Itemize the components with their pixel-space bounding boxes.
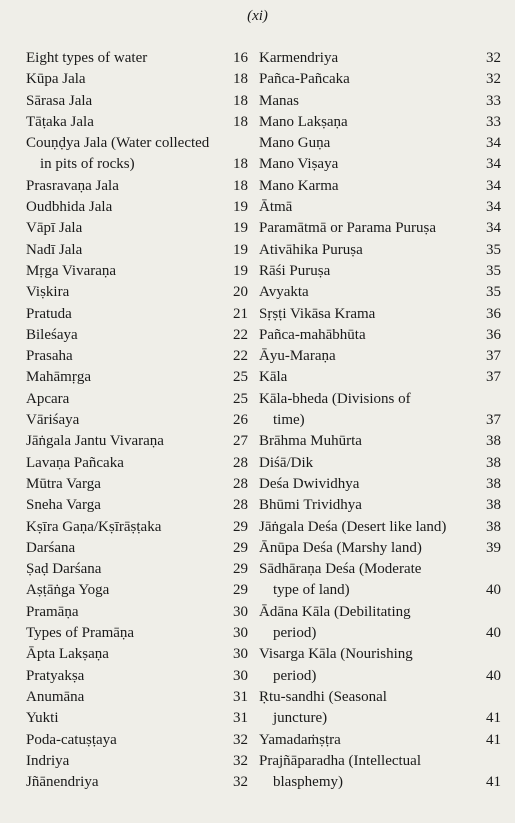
toc-entry-page: 28	[233, 475, 248, 492]
toc-entry-title	[259, 538, 477, 559]
toc-entry-title-line: Prajñāparadha (Intellectual	[259, 752, 421, 769]
toc-entry-page: 40	[486, 582, 501, 599]
toc-entry-title-line: Yukti	[26, 710, 59, 727]
toc-entry-title-line: Mṛga Vivaraṇa	[26, 262, 117, 279]
toc-entry	[259, 687, 501, 730]
toc-entry	[259, 154, 501, 175]
toc-entry	[259, 474, 501, 495]
toc-entry	[259, 538, 501, 559]
toc-entry-title	[26, 474, 226, 495]
toc-entry	[259, 602, 501, 645]
toc-entry-title-line: Bileśaya	[26, 326, 78, 343]
toc-entry-title	[259, 91, 477, 112]
toc-entry-title	[26, 304, 226, 325]
toc-entry-title-continuation: blasphemy)	[273, 774, 343, 791]
toc-entry-title	[259, 431, 477, 452]
toc-entry-page: 36	[486, 305, 501, 322]
toc-entry	[259, 346, 501, 367]
toc-entry-title-line: Deśa Dwividhya	[259, 475, 360, 492]
toc-entry-page: 22	[233, 348, 248, 365]
toc-entry-page: 40	[486, 625, 501, 642]
toc-entry	[259, 240, 501, 261]
toc-entry	[26, 580, 248, 601]
toc-entry-title	[26, 69, 226, 90]
toc-entry	[26, 410, 248, 431]
toc-entry	[259, 325, 501, 346]
toc-entry-page: 25	[233, 369, 248, 386]
toc-entry-title-line: Manas	[259, 92, 299, 109]
toc-entry-page: 31	[233, 710, 248, 727]
toc-entry	[26, 559, 248, 580]
toc-entry-title-line: Mano Guṇa	[259, 135, 331, 152]
toc-entry-title-line: Avyakta	[259, 284, 309, 301]
toc-entry-page: 38	[486, 454, 501, 471]
toc-entry-page: 35	[486, 262, 501, 279]
toc-entry-title	[259, 282, 477, 303]
toc-entry-page: 30	[233, 625, 248, 642]
toc-entry-title-line: Paramātmā or Parama Puruṣa	[259, 220, 437, 237]
toc-entry	[26, 495, 248, 516]
toc-entry-title-line: Pratyakṣa	[26, 667, 85, 684]
toc-entry-page: 32	[233, 774, 248, 791]
toc-entry-title-line: Oudbhida Jala	[26, 199, 113, 216]
toc-entry-page: 21	[233, 305, 248, 322]
toc-entry	[259, 48, 501, 69]
toc-entry-title-continuation: type of land)	[273, 582, 350, 599]
toc-entry-title	[259, 367, 477, 388]
toc-entry-title-line: Yamadaṁṣṭra	[259, 731, 341, 748]
toc-entry-title-line: Eight types of water	[26, 50, 148, 66]
toc-entry-title	[26, 751, 226, 772]
toc-entry-title-line: Tāṭaka Jala	[26, 113, 94, 130]
toc-entry-title	[259, 240, 477, 261]
toc-entry-title	[26, 91, 226, 112]
toc-entry-title	[259, 325, 477, 346]
toc-entry	[259, 431, 501, 452]
toc-entry-page: 34	[486, 177, 501, 194]
toc-entry-title-continuation: time)	[273, 412, 305, 429]
toc-entry	[259, 91, 501, 112]
toc-entry-page: 25	[233, 390, 248, 407]
toc-entry-page: 19	[233, 199, 248, 216]
toc-entry-title	[259, 69, 477, 90]
toc-entry-title-line: Jāṅgala Deśa (Desert like land)	[259, 518, 447, 535]
toc-entry-title	[26, 112, 226, 133]
toc-entry-title-line: Kūpa Jala	[26, 71, 86, 88]
toc-entry-title-line: Aṣṭāṅga Yoga	[26, 582, 110, 599]
toc-entry-title	[259, 751, 477, 794]
toc-entry-title-line: Mahāmṛga	[26, 369, 91, 386]
toc-entry	[26, 644, 248, 665]
toc-entry-page: 30	[233, 646, 248, 663]
toc-entry-page: 28	[233, 497, 248, 514]
toc-entry-title-line: Pañca-mahābhūta	[259, 326, 366, 343]
toc-entry-page: 29	[233, 561, 248, 578]
toc-entry-title	[26, 623, 226, 644]
toc-entry-title	[259, 644, 477, 687]
toc-entry-title	[259, 304, 477, 325]
toc-entry-page: 20	[233, 284, 248, 301]
page-number: (xi)	[247, 8, 268, 24]
toc-entry-page: 41	[486, 731, 501, 748]
toc-entry-page: 39	[486, 539, 501, 556]
toc-entry-page: 28	[233, 454, 248, 471]
toc-entry-title	[259, 389, 477, 432]
toc-entry-title	[259, 517, 477, 538]
toc-entry-page: 18	[233, 71, 248, 88]
toc-entry-title-line: Ṣaḍ Darśana	[26, 561, 102, 578]
toc-entry-page: 37	[486, 348, 501, 365]
toc-entry-title-line: Rāśi Puruṣa	[259, 262, 331, 279]
toc-entry-page: 19	[233, 262, 248, 279]
toc-entry-title-line: Sārasa Jala	[26, 92, 93, 109]
toc-entry-page: 34	[486, 135, 501, 152]
toc-entry-title	[26, 389, 226, 410]
toc-entry-title	[26, 559, 226, 580]
toc-entry	[259, 517, 501, 538]
toc-entry-title	[259, 559, 477, 602]
toc-entry-page: 33	[486, 92, 501, 109]
toc-entry-title	[26, 197, 226, 218]
toc-entry-title-line: Viṣkira	[26, 284, 70, 301]
toc-entry	[26, 346, 248, 367]
toc-entry-title-line: Diśā/Dik	[259, 454, 314, 471]
toc-entry-page: 32	[486, 50, 501, 66]
toc-entry	[26, 112, 248, 133]
toc-entry	[26, 623, 248, 644]
toc-entry-title-line: Couṇḍya Jala (Water collected	[26, 135, 210, 152]
toc-entry-title-line: Sneha Varga	[26, 497, 101, 514]
toc-entry-page: 37	[486, 369, 501, 386]
toc-entry-title	[26, 644, 226, 665]
toc-entry-page: 41	[486, 774, 501, 791]
toc-entry-page: 32	[233, 752, 248, 769]
toc-entry	[26, 218, 248, 239]
toc-entry-page: 38	[486, 475, 501, 492]
toc-entry-title	[26, 580, 226, 601]
toc-entry-page: 34	[486, 156, 501, 173]
toc-entry-page: 19	[233, 220, 248, 237]
toc-entry-title-line: Jñānendriya	[26, 774, 99, 791]
toc-entry-title	[26, 431, 226, 452]
toc-entry-page: 38	[486, 518, 501, 535]
toc-entry-page: 29	[233, 518, 248, 535]
toc-entry-title	[26, 240, 226, 261]
toc-entry-title-line: Lavaṇa Pañcaka	[26, 454, 124, 471]
toc-entry-title	[259, 112, 477, 133]
toc-entry-title-line: Brāhma Muhūrta	[259, 433, 362, 450]
toc-entry-title-line: Ānūpa Deśa (Marshy land)	[259, 539, 422, 556]
toc-entry-title	[26, 495, 226, 516]
toc-entry	[26, 389, 248, 410]
toc-entry	[259, 133, 501, 154]
toc-entry-page: 38	[486, 497, 501, 514]
toc-entry	[26, 69, 248, 90]
toc-entry-title	[26, 666, 226, 687]
toc-entry-title	[26, 410, 226, 431]
toc-entry	[259, 495, 501, 516]
toc-entry-title-line: Āpta Lakṣaṇa	[26, 646, 109, 663]
toc-entry-page: 18	[233, 113, 248, 130]
toc-entry	[26, 240, 248, 261]
toc-entry	[26, 48, 248, 69]
toc-entry-title	[26, 517, 226, 538]
toc-entry-page: 22	[233, 326, 248, 343]
toc-entry	[26, 261, 248, 282]
toc-entry	[26, 687, 248, 708]
toc-entry-title	[259, 346, 477, 367]
toc-entry	[26, 474, 248, 495]
toc-entry-page: 35	[486, 284, 501, 301]
toc-entry-title-line: Anumāna	[26, 688, 85, 705]
toc-entry-title	[26, 772, 226, 793]
toc-entry-title-line: Apcara	[26, 390, 70, 407]
toc-entry-title	[259, 730, 477, 751]
toc-entry-title	[26, 367, 226, 388]
toc-entry-title	[26, 708, 226, 729]
toc-entry-title-line: Poda-catuṣṭaya	[26, 731, 117, 748]
toc-entry	[26, 282, 248, 303]
toc-entry-title-line: Ṛtu-sandhi (Seasonal	[259, 688, 387, 705]
toc-entry-title	[259, 261, 477, 282]
toc-entry-title	[26, 602, 226, 623]
toc-entry	[26, 538, 248, 559]
toc-entry	[26, 304, 248, 325]
toc-entry-title-line: Ātmā	[259, 199, 293, 216]
toc-entry-page: 16	[233, 50, 248, 66]
toc-entry-title-line: Āyu-Maraṇa	[259, 348, 336, 365]
toc-entry-title	[259, 48, 477, 69]
toc-entry-title-line: Mano Viṣaya	[259, 156, 339, 173]
toc-entry-page: 29	[233, 539, 248, 556]
toc-entry	[259, 176, 501, 197]
toc-entry-title-continuation: in pits of rocks)	[40, 156, 135, 173]
toc-entry-title	[259, 495, 477, 516]
toc-entry-title	[259, 133, 477, 154]
toc-entry-title-line: Vāriśaya	[26, 412, 80, 429]
toc-entry-page: 34	[486, 220, 501, 237]
toc-entry-title-line: Mano Lakṣaṇa	[259, 113, 348, 130]
toc-entry-title-line: Ādāna Kāla (Debilitating	[259, 603, 411, 620]
toc-entry-title-line: Indriya	[26, 752, 70, 769]
toc-entry-title-line: Prasravaṇa Jala	[26, 177, 119, 194]
toc-entry	[26, 133, 248, 176]
toc-entry-title-line: Vāpī Jala	[26, 220, 83, 237]
toc-entry-title	[26, 176, 226, 197]
toc-entry-title	[26, 218, 226, 239]
toc-entry	[259, 559, 501, 602]
toc-entry	[26, 666, 248, 687]
toc-entry-title-line: Prasaha	[26, 348, 73, 365]
toc-entry-title	[26, 261, 226, 282]
toc-entry-title	[259, 453, 477, 474]
toc-entry	[26, 751, 248, 772]
toc-entry-title-line: Visarga Kāla (Nourishing	[259, 646, 413, 663]
toc-right-column	[259, 48, 501, 793]
toc-entry-title-line: Pañca-Pañcaka	[259, 71, 350, 88]
toc-entry	[259, 730, 501, 751]
toc-entry	[26, 517, 248, 538]
toc-entry-title-line: Mūtra Varga	[26, 475, 101, 492]
toc-entry-page: 41	[486, 710, 501, 727]
toc-entry-page: 30	[233, 603, 248, 620]
toc-entry-title-line: Darśana	[26, 539, 76, 556]
toc-entry-title	[259, 474, 477, 495]
toc-entry-page: 31	[233, 688, 248, 705]
toc-entry-title-line: Kāla-bheda (Divisions of	[259, 390, 411, 407]
toc-entry-page: 29	[233, 582, 248, 599]
toc-left-column	[26, 48, 248, 793]
toc-entry-title	[26, 730, 226, 751]
toc-entry-page: 36	[486, 326, 501, 343]
toc-entry	[259, 197, 501, 218]
toc-entry	[259, 367, 501, 388]
toc-entry	[259, 69, 501, 90]
toc-entry-page: 30	[233, 667, 248, 684]
toc-entry-title-line: Mano Karma	[259, 177, 339, 194]
toc-entry	[26, 91, 248, 112]
toc-entry-title-line: Kāla	[259, 369, 288, 386]
toc-entry	[26, 176, 248, 197]
toc-entry-title-line: Pratuda	[26, 305, 72, 322]
toc-entry-page: 35	[486, 241, 501, 258]
toc-entry-title-continuation: juncture)	[273, 710, 328, 727]
toc-entry-title	[26, 325, 226, 346]
toc-entry-page: 27	[233, 433, 248, 450]
toc-entry-page: 37	[486, 412, 501, 429]
toc-entry-title	[26, 282, 226, 303]
toc-entry-page: 33	[486, 113, 501, 130]
toc-entry-page: 32	[233, 731, 248, 748]
toc-entry-title	[26, 133, 226, 176]
toc-entry-page: 38	[486, 433, 501, 450]
toc-entry-title-line: Pramāṇa	[26, 603, 79, 620]
toc-entry	[26, 730, 248, 751]
toc-entry	[259, 304, 501, 325]
toc-entry-title	[259, 687, 477, 730]
toc-entry	[259, 282, 501, 303]
toc-entry	[259, 644, 501, 687]
toc-entry	[259, 751, 501, 794]
toc-entry-page: 40	[486, 667, 501, 684]
toc-entry	[26, 772, 248, 793]
toc-entry-title-line: Types of Pramāṇa	[26, 625, 135, 642]
toc-entry	[26, 453, 248, 474]
toc-entry	[259, 218, 501, 239]
toc-entry-title-line: Sṛṣṭi Vikāsa Krama	[259, 305, 376, 322]
toc-entry-title-line: Kṣīra Gaṇa/Kṣīrāṣṭaka	[26, 518, 162, 535]
toc-entry-title	[259, 176, 477, 197]
toc-entry-title-line: Jāṅgala Jantu Vivaraṇa	[26, 433, 164, 450]
toc-entry	[26, 602, 248, 623]
toc-entry-title	[26, 346, 226, 367]
toc-entry-title	[259, 218, 477, 239]
toc-entry-page: 18	[233, 156, 248, 173]
toc-entry-page: 32	[486, 71, 501, 88]
toc-entry-title-line: Karmendriya	[259, 50, 339, 66]
toc-entry-title-line: Ativāhika Puruṣa	[259, 241, 363, 258]
toc-entry-title	[259, 197, 477, 218]
toc-entry	[26, 431, 248, 452]
toc-entry	[26, 197, 248, 218]
toc-entry	[259, 261, 501, 282]
toc-entry-title	[26, 687, 226, 708]
toc-entry	[259, 453, 501, 474]
toc-entry	[26, 325, 248, 346]
toc-entry	[26, 708, 248, 729]
toc-entry-title	[26, 48, 226, 69]
toc-entry-title-line: Bhūmi Trividhya	[259, 497, 362, 514]
toc-entry-title	[26, 538, 226, 559]
toc-entry	[259, 389, 501, 432]
toc-entry-title-continuation: period)	[273, 625, 317, 642]
toc-entry-title	[26, 453, 226, 474]
toc-entry-page: 34	[486, 199, 501, 216]
toc-entry-page: 19	[233, 241, 248, 258]
toc-entry-title-continuation: period)	[273, 667, 317, 684]
toc-entry-page: 18	[233, 177, 248, 194]
toc-entry	[26, 367, 248, 388]
toc-entry-title-line: Nadī Jala	[26, 241, 83, 258]
toc-entry	[259, 112, 501, 133]
toc-entry-title	[259, 602, 477, 645]
toc-entry-title-line: Sādhāraṇa Deśa (Moderate	[259, 561, 422, 578]
toc-entry-page: 18	[233, 92, 248, 109]
toc-entry-title	[259, 154, 477, 175]
toc-entry-page: 26	[233, 412, 248, 429]
